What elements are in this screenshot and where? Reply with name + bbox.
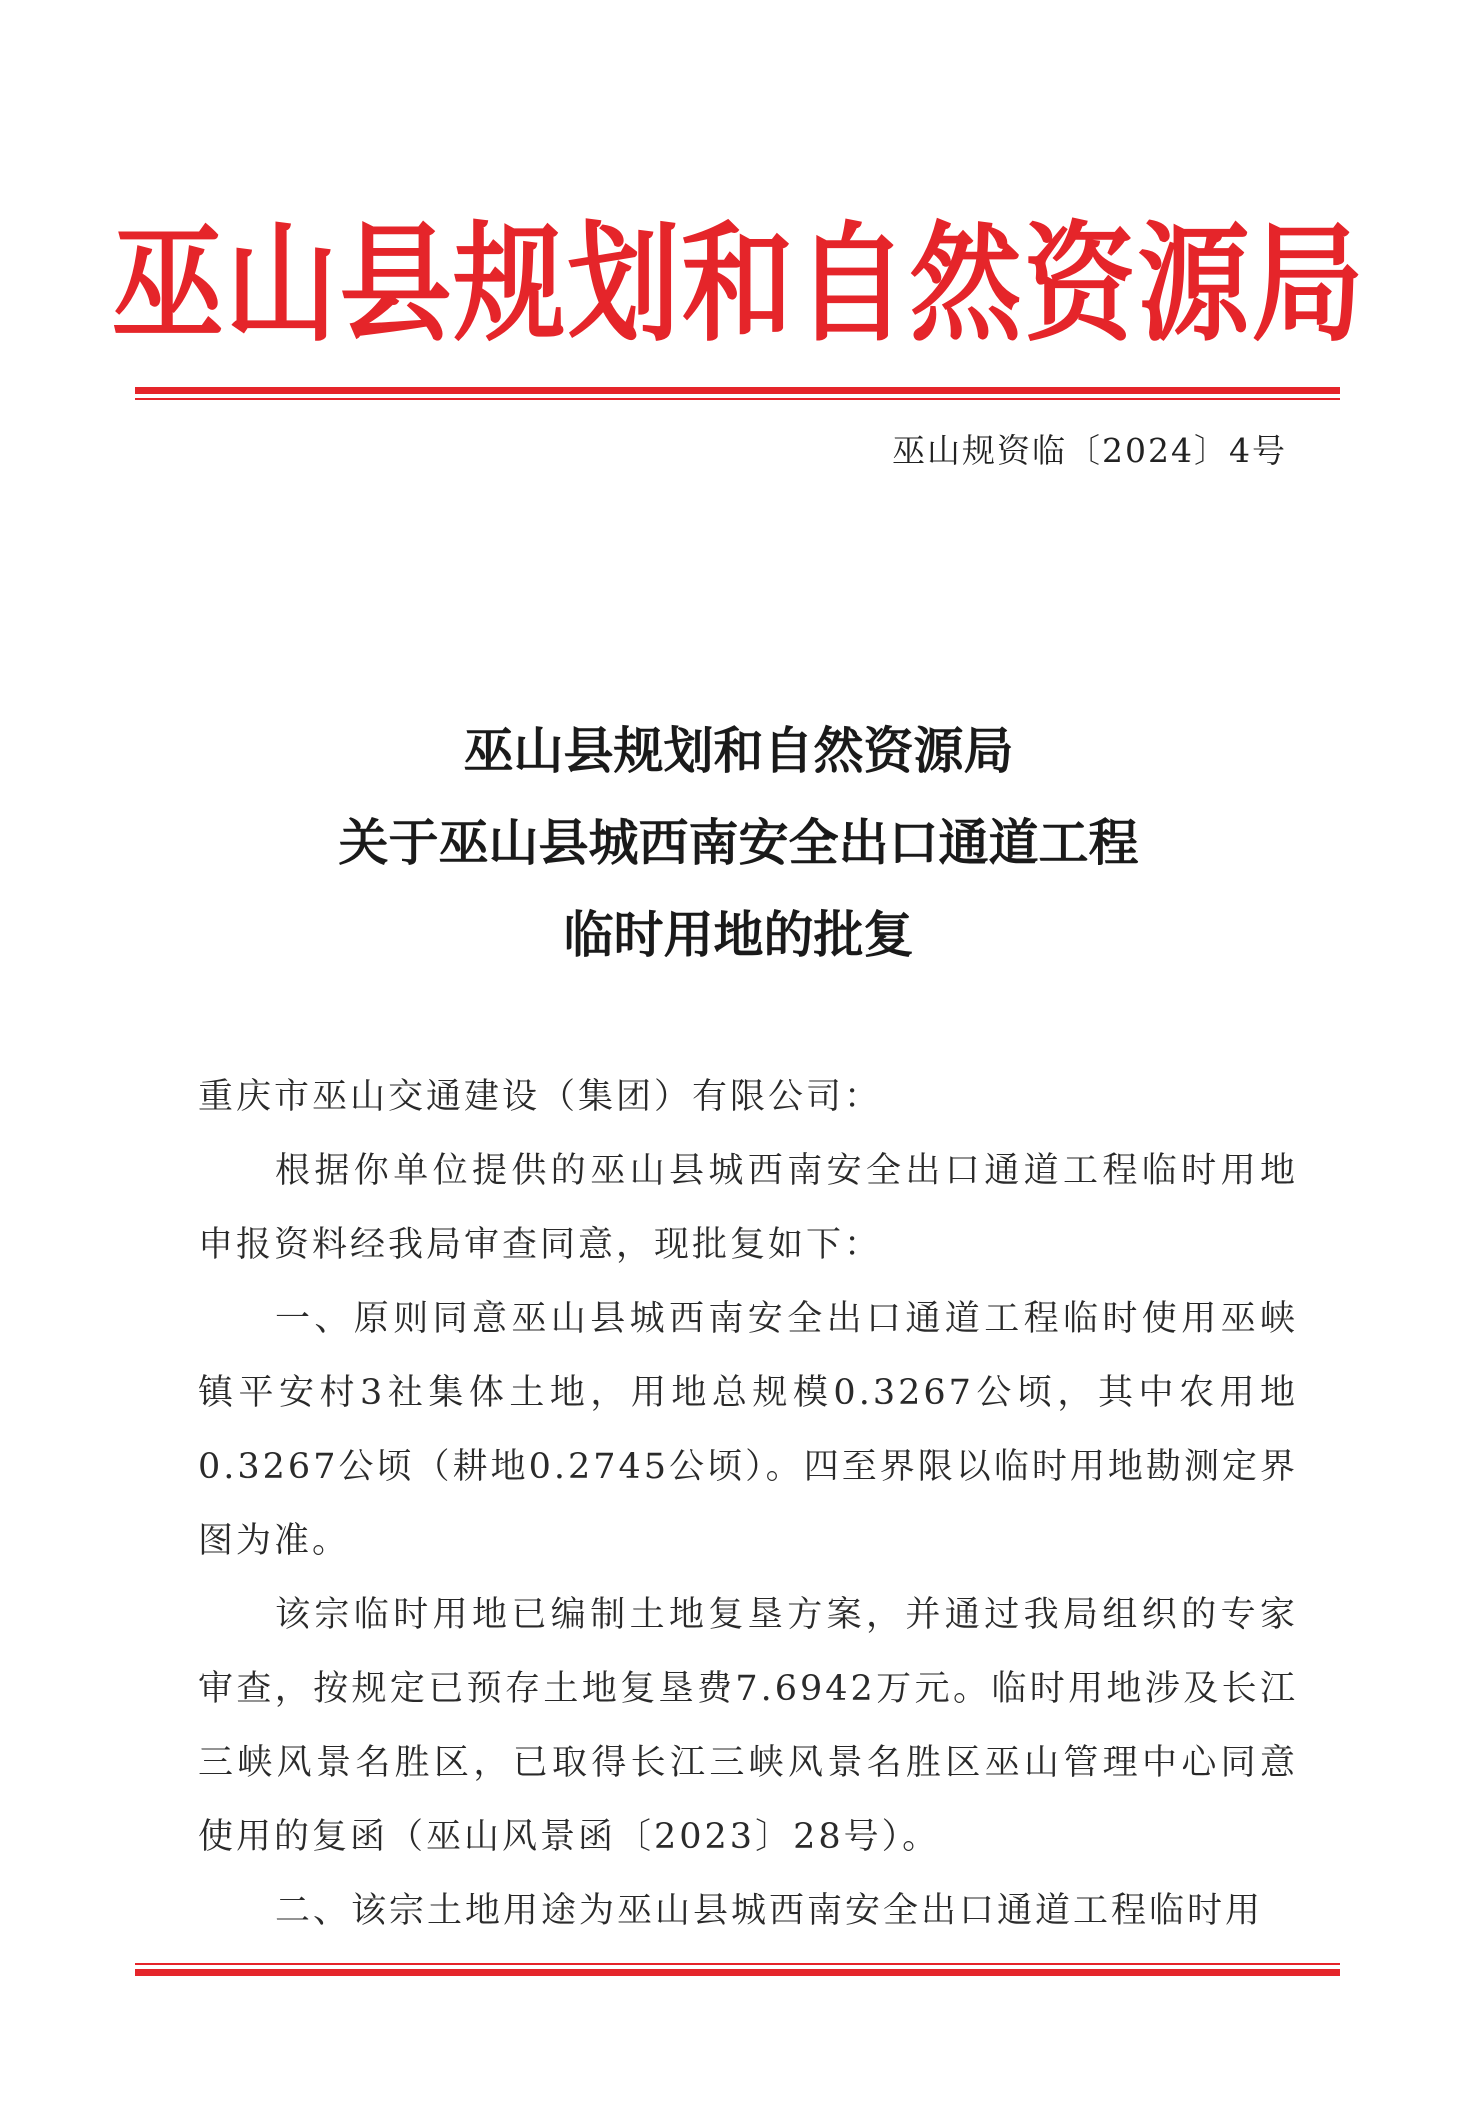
title-line-1: 巫山县规划和自然资源局 [463,722,1014,780]
paragraph: 一、原则同意巫山县城西南安全出口通道工程临时使用巫峡镇平安村3社集体土地，用地总规模0.3267公顷，其中农用地0.3267公顷（耕地0.2745公顷）。四至界限以临时用地勘测定界图为准。 [198,1299,1298,1561]
document-title [0,705,1477,981]
document-body [198,1060,1298,1948]
paragraph: 该宗临时用地已编制土地复垦方案，并通过我局组织的专家审查，按规定已预存土地复垦费7.6942万元。临时用地涉及长江三峡风景名胜区，已取得长江三峡风景名胜区巫山管理中心同意使用的复函（巫山风景函〔2023〕28号）。 [198,1595,1298,1857]
header-red-rule-thin [135,398,1340,400]
paragraph: 根据你单位提供的巫山县城西南安全出口通道工程临时用地申报资料经我局审查同意，现批复如下： [198,1151,1298,1265]
footer-red-rule-thin [135,1963,1340,1965]
agency-header-title: 巫山县规划和自然资源局 [111,210,1366,360]
document-number: 巫山规资临〔2024〕4号 [892,431,1287,470]
title-line-3: 临时用地的批复 [563,906,914,964]
salutation: 重庆市巫山交通建设（集团）有限公司： [198,1077,883,1117]
paragraph: 二、该宗土地用途为巫山县城西南安全出口通道工程临时用 [275,1891,1264,1931]
header-red-rule-thick [135,387,1340,394]
title-line-2: 关于巫山县城西南安全出口通道工程 [338,814,1139,872]
footer-red-rule-thick [135,1969,1340,1976]
